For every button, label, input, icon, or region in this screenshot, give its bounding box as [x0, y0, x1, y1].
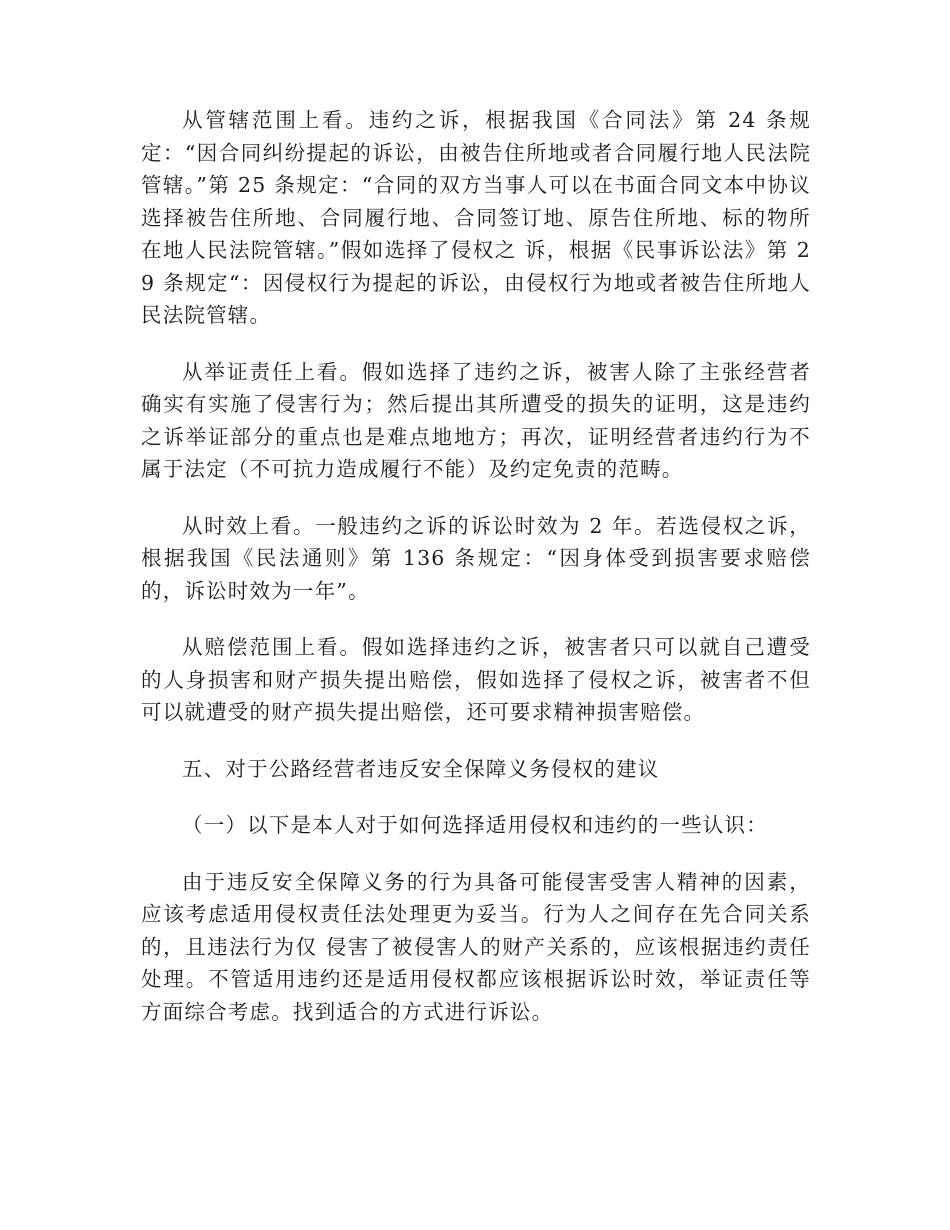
document-body [141, 104, 811, 1052]
subsection-heading: （一）以下是本人对于如何选择适用侵权和违约的一些认识： [182, 813, 768, 837]
paragraph-recommendation: 由于违反安全保障义务的行为具备可能侵害受害人精神的因素，应该考虑适用侵权责任法处理更为妥当。行为人之间存在先合同关系的，且违法行为仅 侵害了被侵害人的财产关系的，应该根据违约责任处理。不管适用违约还是适用侵权都应该根据诉讼时效，举证责任等方面综合考虑。找到适合的方式进行诉讼。 [141, 869, 811, 1024]
paragraph-compensation-scope: 从赔偿范围上看。假如选择违约之诉，被害者只可以就自己遭受的人身损害和财产损失提出赔偿，假如选择了侵权之诉，被害者不但可以就遭受的财产损失提出赔偿，还可要求精神损害赔偿。 [141, 635, 811, 724]
paragraph-jurisdiction: 从管辖范围上看。违约之诉，根据我国《合同法》第 24 条规定：“因合同纠纷提起的诉讼，由被告住所地或者合同履行地人民法院管辖。”第 25 条规定：“合同的双方当事人可以在书面合同文本中协议选择被告住所地、合同履行地、合同签订地、原告住所地、标的物所在地人民法院管辖。”假如选择了侵权之 诉，根据《民事诉讼法》第 29 条规定“：因侵权行为提起的诉讼，由侵权行为地或者被告住所地人民法院管辖。 [141, 108, 811, 327]
paragraph-burden-of-proof: 从举证责任上看。假如选择了违约之诉，被害人除了主张经营者确实有实施了侵害行为；然后提出其所遭受的损失的证明，这是违约之诉举证部分的重点也是难点地地方；再次，证明经营者违约行为不属于法定（不可抗力造成履行不能）及约定免责的范畴。 [141, 359, 811, 481]
section-heading: 五、对于公路经营者违反安全保障义务侵权的建议 [182, 756, 660, 781]
paragraph-limitation-period: 从时效上看。一般违约之诉的诉讼时效为 2 年。若选侵权之诉，根据我国《民法通则》第 136 条规定：“因身体受到损害要求赔偿的，诉讼时效为一年”。 [141, 513, 811, 603]
